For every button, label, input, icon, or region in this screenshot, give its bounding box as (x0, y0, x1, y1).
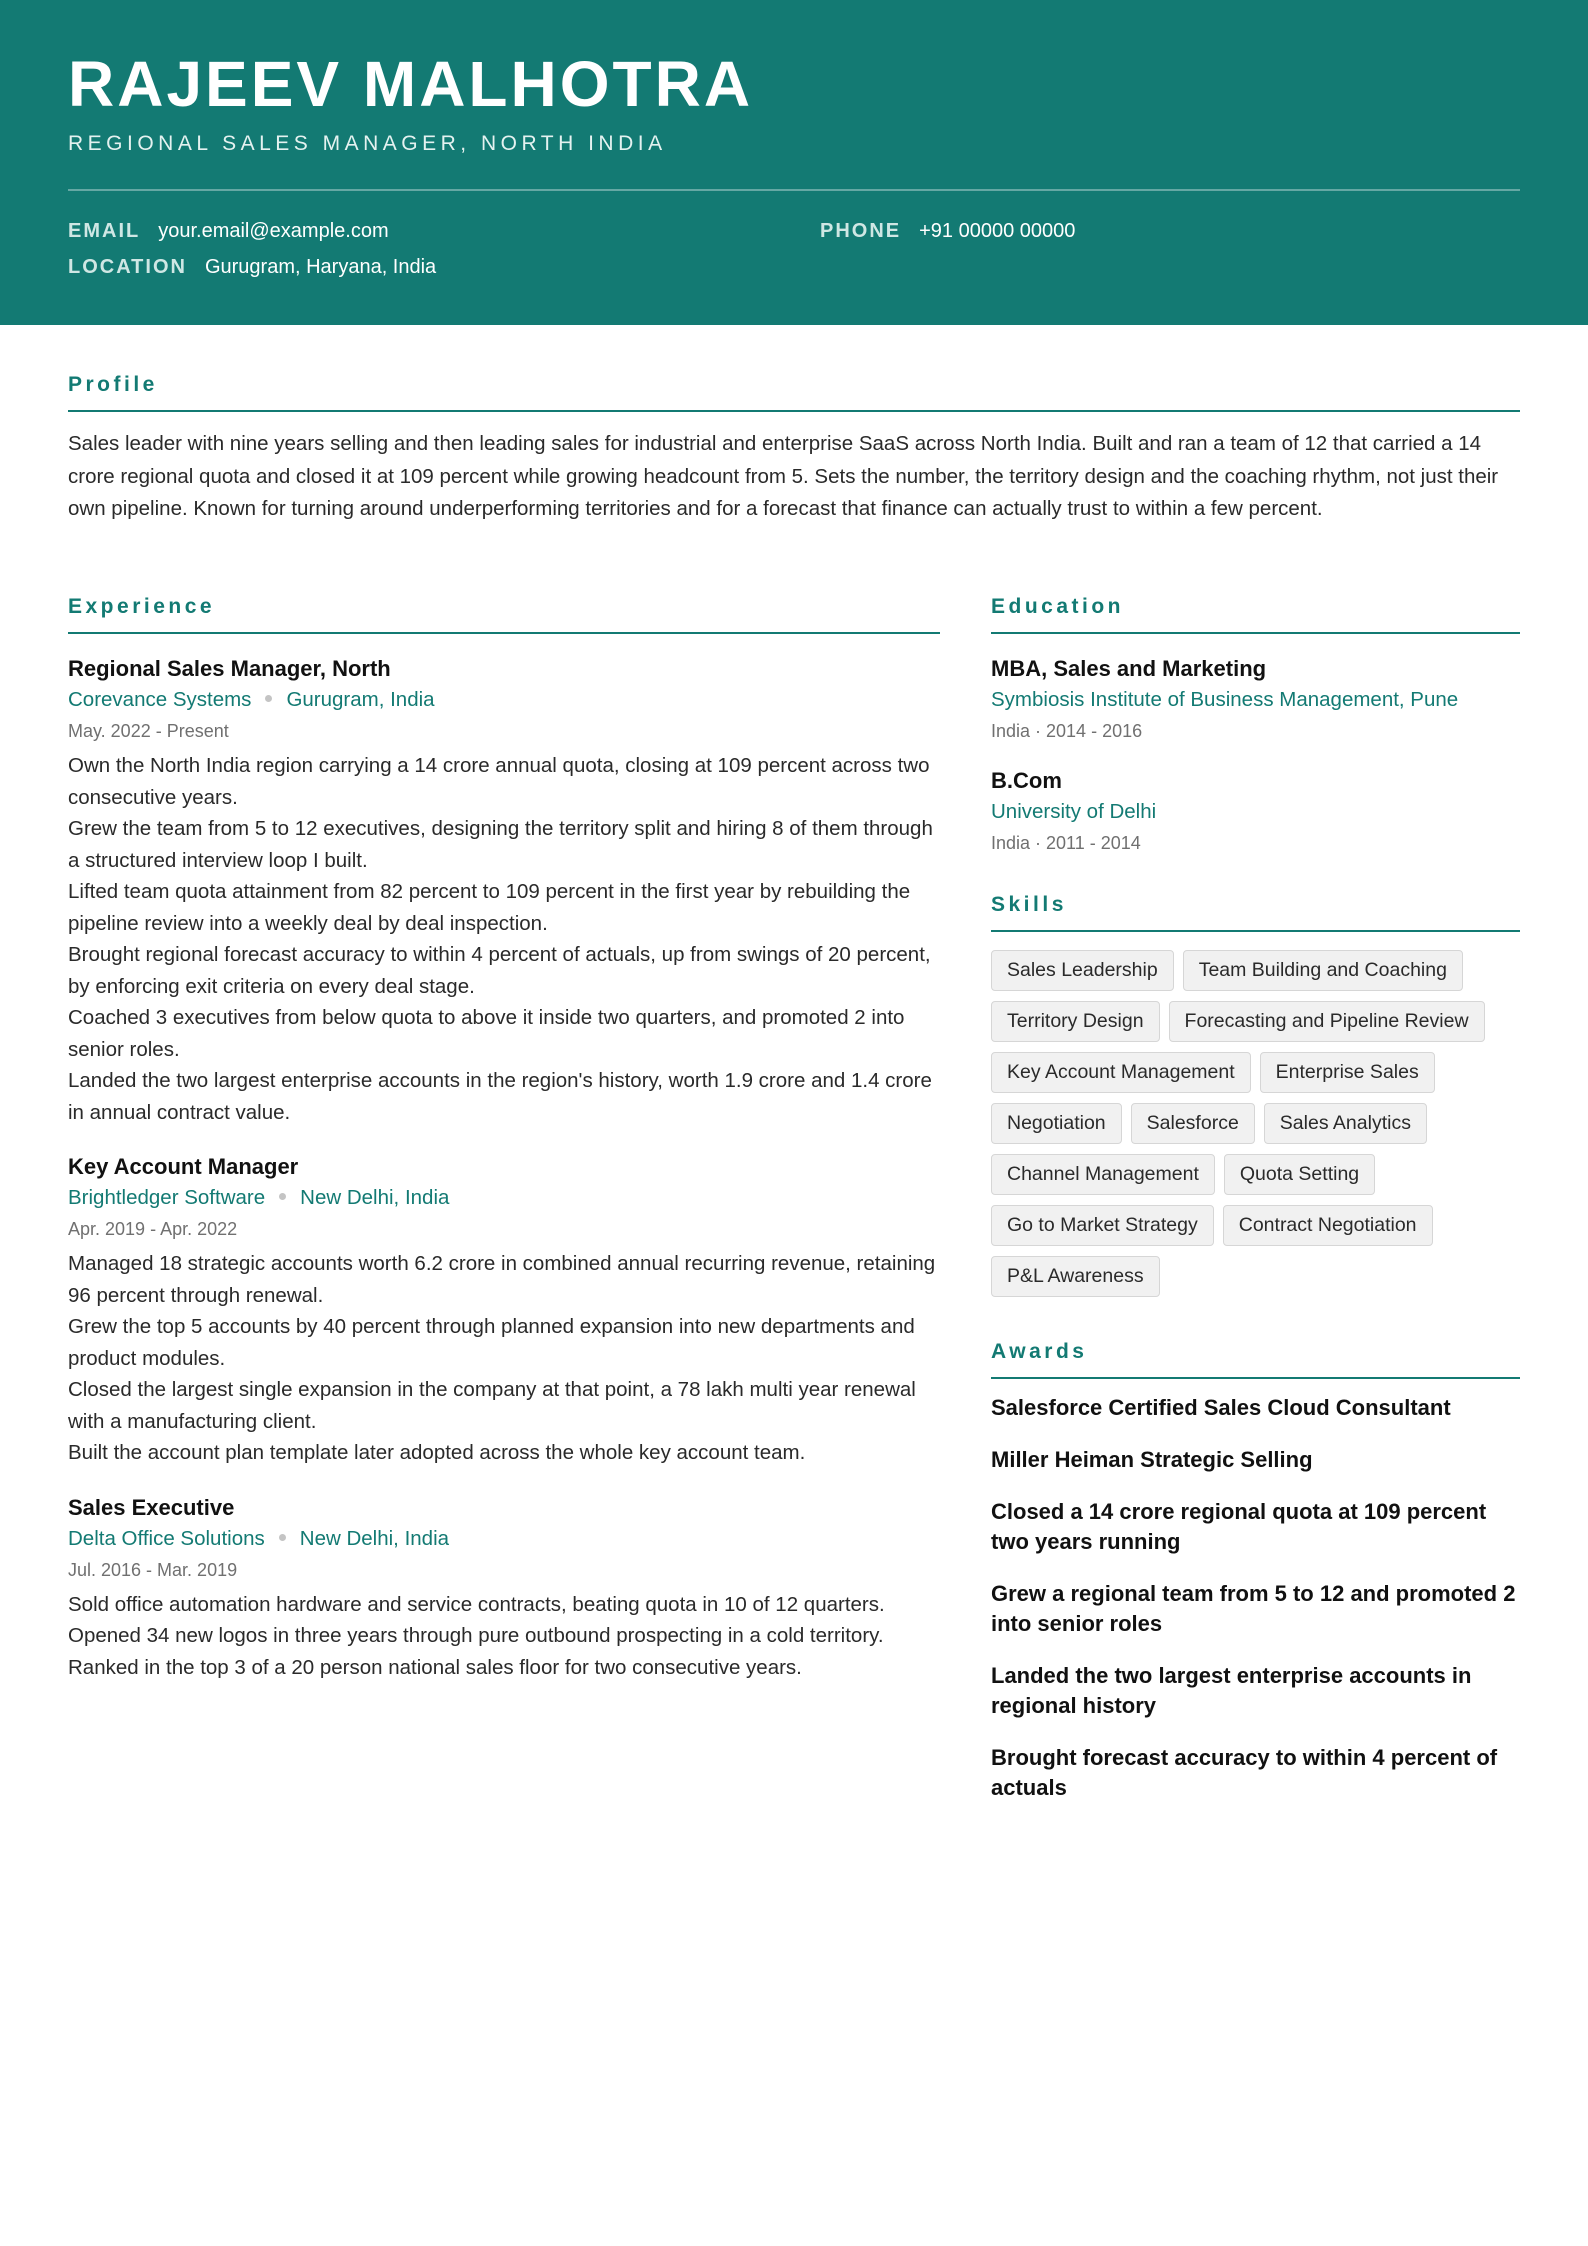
skill-tag: Contract Negotiation (1223, 1205, 1433, 1246)
awards-heading: Awards (991, 1339, 1520, 1379)
skill-tag: Sales Leadership (991, 950, 1174, 991)
skill-tag: Enterprise Sales (1260, 1052, 1435, 1093)
education-entry (991, 654, 1520, 746)
skill-tag: Key Account Management (991, 1052, 1251, 1093)
job-company-line (68, 1182, 940, 1214)
skill-tag: Territory Design (991, 1001, 1160, 1042)
skill-tag: Forecasting and Pipeline Review (1169, 1001, 1485, 1042)
skill-tag: Quota Setting (1224, 1154, 1375, 1195)
education-heading: Education (991, 594, 1520, 634)
email-label: EMAIL (68, 220, 141, 242)
job-bullet: Brought regional forecast accuracy to within 4 percent of actuals, up from swings of 20 percent, by enforcing exit criteria on every deal stage. (68, 943, 931, 998)
job-bullet: Lifted team quota attainment from 82 percent to 109 percent in the first year by rebuilding the pipeline review into a weekly deal by deal inspection. (68, 880, 911, 935)
skill-tag: Salesforce (1131, 1103, 1255, 1144)
company-name: Brightledger Software (68, 1186, 266, 1209)
phone-value[interactable]: +91 00000 00000 (919, 220, 1076, 242)
award-item: Salesforce Certified Sales Cloud Consultant (991, 1395, 1451, 1420)
award-item: Closed a 14 crore regional quota at 109 percent two years running (991, 1499, 1487, 1554)
job-title: Sales Executive (68, 1494, 235, 1520)
award-item: Miller Heiman Strategic Selling (991, 1447, 1313, 1472)
job-bullet: Landed the two largest enterprise accounts in the region's history, worth 1.9 crore and 1.4 crore in annual contract value. (68, 1069, 932, 1124)
resume-header (0, 0, 1588, 325)
company-name: Delta Office Solutions (68, 1526, 265, 1550)
school-name: University of Delhi (991, 800, 1157, 823)
education-meta: India · 2014 - 2016 (991, 721, 1143, 741)
left-column (68, 594, 940, 1683)
school-name: Symbiosis Institute of Business Management, Pune (991, 688, 1459, 711)
job-bullet: Closed the largest single expansion in the company at that point, a 78 lakh multi year renewal with a manufacturing client. (68, 1378, 916, 1433)
job-title: Key Account Manager (68, 1154, 299, 1179)
job-bullet: Opened 34 new logos in three years through pure outbound prospecting in a cold territory. (68, 1624, 884, 1647)
education-entry (991, 766, 1520, 858)
job-company-line (68, 684, 940, 716)
separator-dot (279, 1193, 286, 1200)
skills-heading: Skills (991, 892, 1520, 932)
skill-tag: P&L Awareness (991, 1256, 1160, 1297)
degree-name: MBA, Sales and Marketing (991, 656, 1267, 681)
phone-label: PHONE (820, 220, 902, 242)
job-bullet: Ranked in the top 3 of a 20 person national sales floor for two consecutive years. (68, 1655, 802, 1679)
award-item: Brought forecast accuracy to within 4 percent of actuals (991, 1745, 1498, 1800)
location-value: Gurugram, Haryana, India (204, 256, 437, 278)
job-dates: Jul. 2016 - Mar. 2019 (68, 1559, 238, 1580)
job-bullet: Managed 18 strategic accounts worth 6.2 crore in combined annual recurring revenue, retaining 96 percent through renewal. (68, 1252, 936, 1307)
experience-list (68, 654, 940, 1683)
skill-tag: Sales Analytics (1264, 1103, 1427, 1144)
profile-summary: Sales leader with nine years selling and then leading sales for industrial and enterprise SaaS across North India. Built and ran a team of 12 that carried a 14 crore regional quota and closed it at 109 percent while growing headcount from 5. Sets the number, the territory design and the coaching rhythm, not just their own pipeline. Known for turning around underperforming territories and for a forecast that finance can actually trust to within a few percent. (68, 432, 1499, 520)
degree-name: B.Com (991, 768, 1062, 793)
candidate-title: REGIONAL SALES MANAGER, NORTH INDIA (68, 132, 667, 155)
job-title: Regional Sales Manager, North (68, 656, 391, 681)
awards-list (991, 1393, 1520, 1803)
right-column (991, 594, 1520, 1803)
job-bullet: Own the North India region carrying a 14 crore annual quota, closing at 109 percent across two consecutive years. (68, 754, 930, 809)
education-meta: India · 2011 - 2014 (991, 833, 1141, 853)
job-bullet: Sold office automation hardware and service contracts, beating quota in 10 of 12 quarters. (68, 1592, 885, 1616)
education-list (991, 654, 1520, 858)
skill-tag: Team Building and Coaching (1183, 950, 1463, 991)
job-bullet: Coached 3 executives from below quota to above it inside two quarters, and promoted 2 into senior roles. (68, 1006, 905, 1061)
location-label: LOCATION (68, 256, 187, 278)
job-bullet: Built the account plan template later adopted across the whole key account team. (68, 1441, 806, 1464)
experience-heading: Experience (68, 594, 940, 634)
job-bullet: Grew the team from 5 to 12 executives, designing the territory split and hiring 8 of them through a structured interview loop I built. (68, 817, 933, 872)
job-location: New Delhi, India (300, 1186, 450, 1209)
job-entry (68, 1493, 940, 1684)
job-company-line (68, 1523, 940, 1555)
separator-dot (265, 695, 272, 702)
company-name: Corevance Systems (68, 688, 252, 711)
job-dates: May. 2022 - Present (68, 721, 229, 741)
header-divider (68, 189, 1520, 191)
skill-tag: Go to Market Strategy (991, 1205, 1214, 1246)
email-value[interactable]: your.email@example.com (158, 220, 389, 242)
skill-tag: Negotiation (991, 1103, 1122, 1144)
job-entry (68, 654, 940, 1128)
contact-location (68, 254, 436, 280)
skill-tag: Channel Management (991, 1154, 1215, 1195)
profile-heading: Profile (68, 372, 1520, 412)
candidate-name: RAJEEV MALHOTRA (68, 48, 754, 120)
job-dates: Apr. 2019 - Apr. 2022 (68, 1219, 238, 1239)
contact-email (68, 218, 389, 244)
job-location: New Delhi, India (299, 1526, 450, 1550)
award-item: Landed the two largest enterprise accounts in regional history (991, 1663, 1472, 1718)
separator-dot (279, 1534, 286, 1541)
contact-phone (820, 218, 1075, 244)
job-bullet: Grew the top 5 accounts by 40 percent through planned expansion into new departments and product modules. (68, 1315, 915, 1370)
skills-list (991, 950, 1520, 1297)
job-location: Gurugram, India (286, 688, 435, 711)
award-item: Grew a regional team from 5 to 12 and promoted 2 into senior roles (991, 1581, 1516, 1636)
job-entry (68, 1152, 940, 1469)
